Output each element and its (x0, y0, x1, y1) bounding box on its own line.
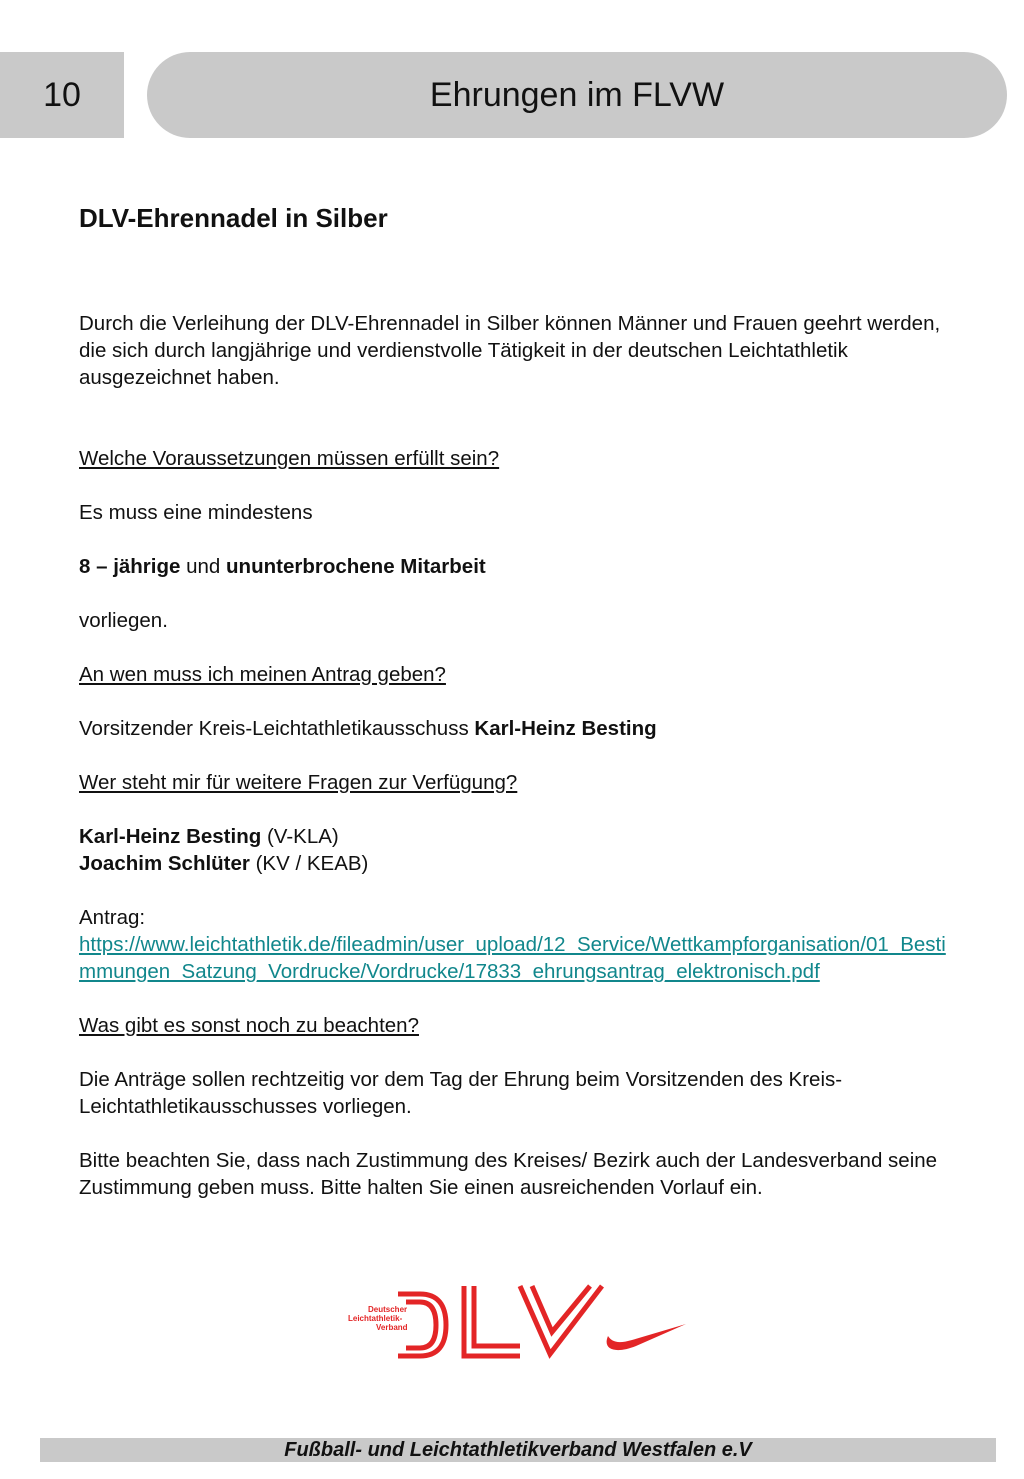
antrag-link[interactable]: https://www.leichtathletik.de/fileadmin/user_upload/12_Service/Wettkampforganisation/01_Bestimmungen_Satzung_Vordrucke/Vordrucke/17833_ehrungsantrag_elektronisch.pdf (79, 933, 946, 983)
recipient-role: Vorsitzender Kreis-Leichtathletikausschuss (79, 717, 475, 740)
logo-text-3: Verband (376, 1323, 408, 1332)
contact-2-role: (KV / KEAB) (249, 852, 369, 875)
contact-1-role: (V-KLA) (261, 825, 339, 848)
main-content (79, 200, 949, 1201)
question-contacts: Wer steht mir für weitere Fragen zur Verfügung? (79, 771, 518, 794)
swoosh-icon (607, 1324, 686, 1350)
recipient-name: Karl-Heinz Besting (474, 717, 657, 740)
recipient-line (79, 715, 949, 742)
dlv-logo-graphic (340, 1280, 690, 1360)
requirement-end: vorliegen. (79, 609, 168, 632)
contact-2-name: Joachim Schlüter (79, 852, 250, 875)
requirement-years: 8 – jährige (79, 555, 181, 578)
requirement-connector: und (180, 555, 227, 578)
question-notes: Was gibt es sonst noch zu beachten? (79, 1014, 419, 1037)
logo-text-2: Leichtathletik- (348, 1314, 403, 1323)
contact-1 (79, 823, 949, 850)
question-requirements: Welche Voraussetzungen müssen erfüllt sein? (79, 447, 500, 470)
note-paragraph-2: Bitte beachten Sie, dass nach Zustimmung des Kreises/ Bezirk auch der Landesverband seine Zustimmung geben muss. Bitte halten Sie einen ausreichenden Vorlauf ein. (79, 1149, 938, 1199)
requirement-detail (79, 553, 949, 580)
antrag-label: Antrag: (79, 906, 146, 929)
page-title: Ehrungen im FLVW (429, 75, 725, 114)
logo-text-1: Deutscher (368, 1305, 408, 1314)
page-number-text: 10 (43, 75, 81, 114)
footer (40, 1438, 996, 1462)
page-header (147, 52, 1007, 138)
contact-1-name: Karl-Heinz Besting (79, 825, 262, 848)
requirement-continuous: ununterbrochene Mitarbeit (226, 555, 486, 578)
dlv-logo (340, 1280, 690, 1360)
page-number (0, 52, 124, 138)
contact-2 (79, 850, 949, 877)
intro-paragraph: Durch die Verleihung der DLV-Ehrennadel in Silber können Männer und Frauen geehrt werden, die sich durch langjährige und verdienstvolle Tätigkeit in der deutschen Leichtathletik ausgezeichnet haben. (79, 312, 941, 389)
note-paragraph-1: Die Anträge sollen rechtzeitig vor dem Tag der Ehrung beim Vorsitzenden des Kreis-Leichtathletikausschusses vorliegen. (79, 1068, 843, 1118)
footer-text: Fußball- und Leichtathletikverband Westfalen e.V (284, 1438, 752, 1461)
section-heading: DLV-Ehrennadel in Silber (79, 203, 388, 233)
requirement-line: Es muss eine mindestens (79, 501, 313, 524)
question-recipient: An wen muss ich meinen Antrag geben? (79, 663, 446, 686)
